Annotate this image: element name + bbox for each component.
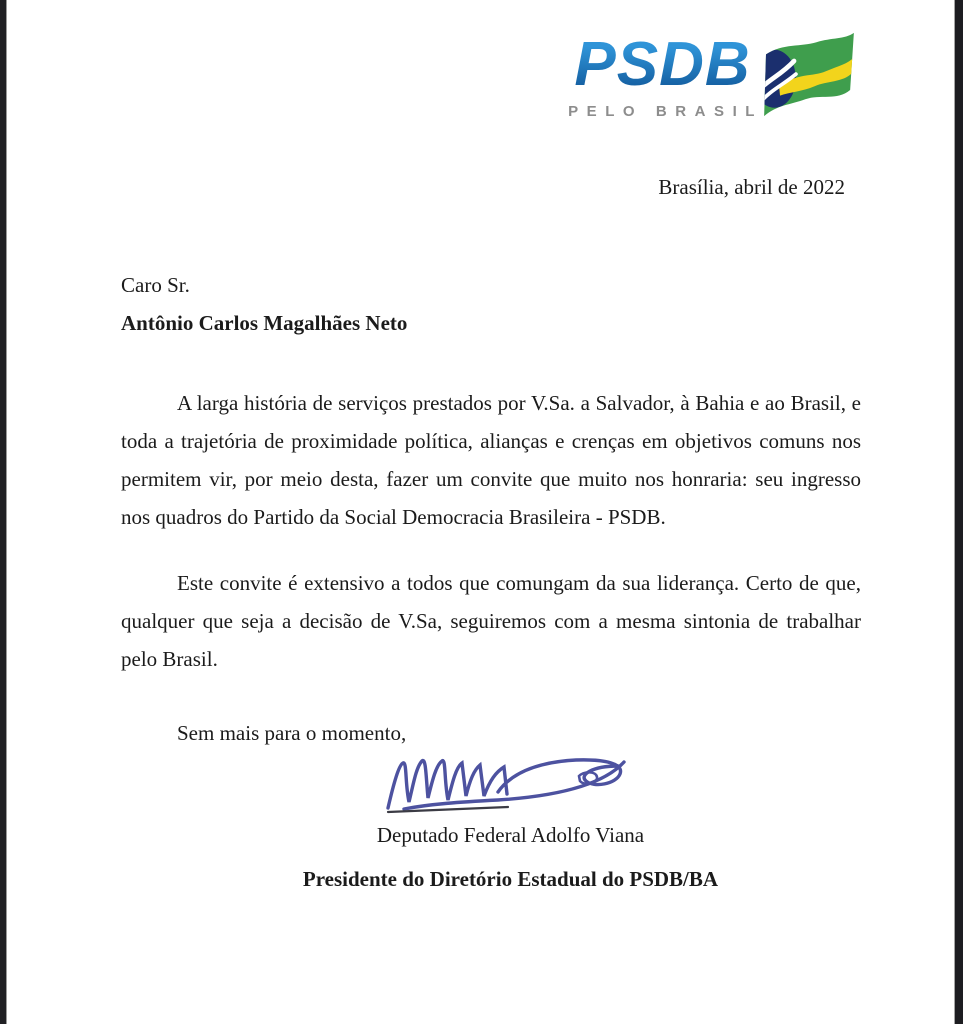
psdb-tagline: PELO BRASIL [568,103,763,120]
psdb-logo [568,30,859,120]
letter-body [121,266,861,752]
date-line: Brasília, abril de 2022 [658,175,845,199]
psdb-wordmark: PSDB [574,34,756,96]
signer-name: Deputado Federal Adolfo Viana [376,823,645,847]
signature-block [0,750,963,898]
handwritten-signature-icon [380,750,642,816]
recipient-name: Antônio Carlos Magalhães Neto [121,311,408,335]
signer-title: Presidente do Diretório Estadual do PSDB/BA [302,867,719,891]
paragraph-2: Este convite é extensivo a todos que comungam da sua liderança. Certo de que, qualquer que seja a decisão de V.Sa, seguiremos com a mesma sintonia de trabalhar pelo Brasil. [121,571,861,671]
brazil-flag-icon [759,32,859,118]
salutation: Caro Sr. [121,273,190,297]
paragraph-1: A larga história de serviços prestados por V.Sa. a Salvador, à Bahia e ao Brasil, e toda a trajetória de proximidade política, alianças e crenças em objetivos comuns nos permitem vir, por meio desta, fazer um convite que muito nos honraria: seu ingresso nos quadros do Partido da Social Democracia Brasileira - PSDB. [121,391,861,529]
closing-line: Sem mais para o momento, [177,721,407,745]
psdb-logo-text-block [568,30,763,120]
